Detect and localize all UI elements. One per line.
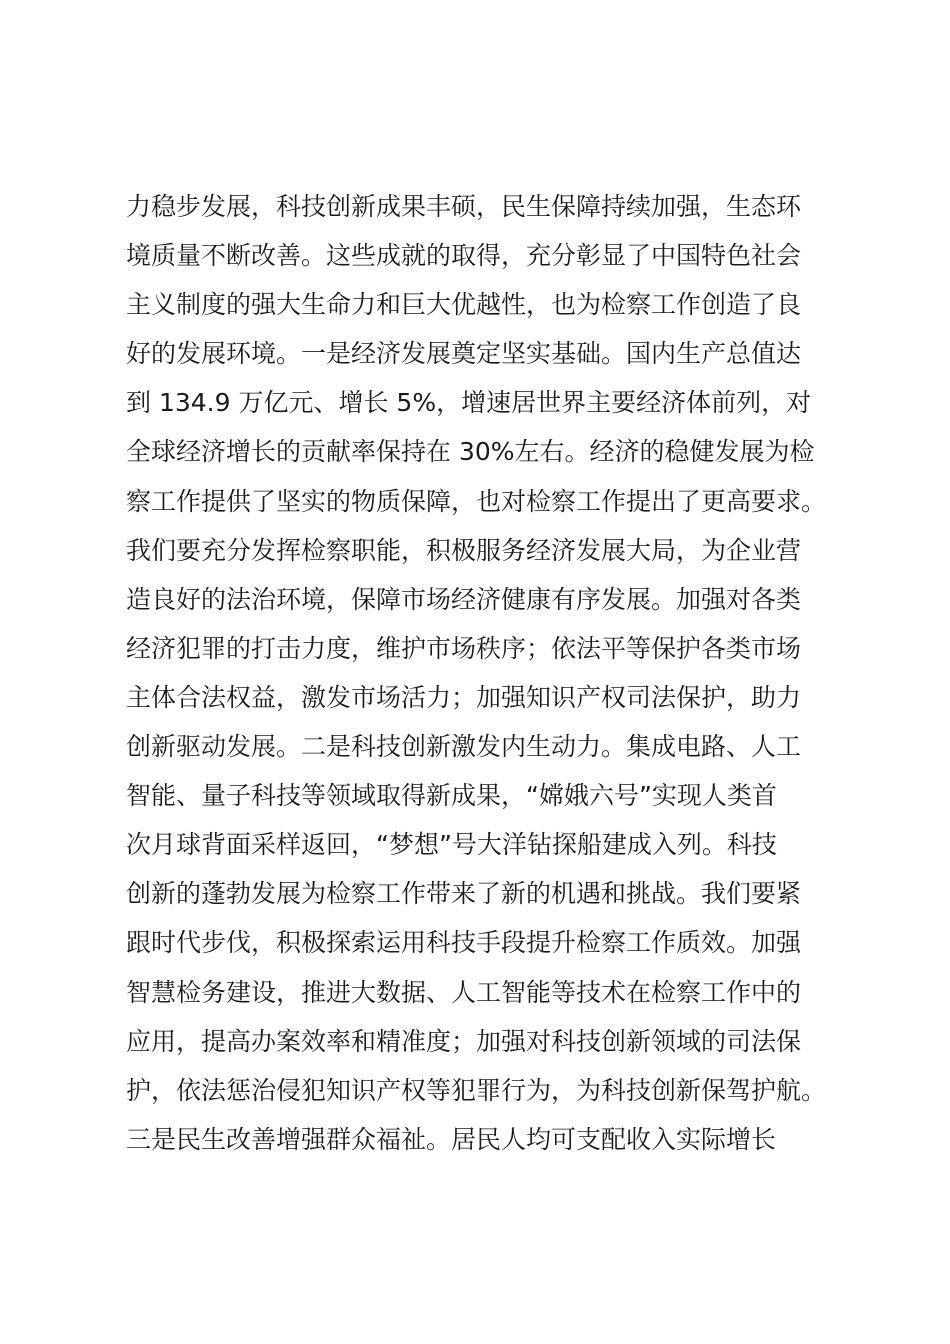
text-line: 智能、量子科技等领域取得新成果，“嫦娥六号”实现人类首 [126, 781, 777, 811]
text-line: 全球经济增长的贡献率保持在 30%左右。经济的稳健发展为检 [126, 437, 815, 467]
text-line: 创新的蓬勃发展为检察工作带来了新的机遇和挑战。我们要紧 [126, 879, 802, 909]
body-text [126, 182, 850, 1164]
text-line: 护，依法惩治侵犯知识产权等犯罪行为，为科技创新保驾护航。 [126, 1075, 827, 1105]
text-line: 好的发展环境。一是经济发展奠定坚实基础。国内生产总值达 [126, 339, 802, 369]
text-line: 跟时代步伐，积极探索运用科技手段提升检察工作质效。加强 [126, 928, 802, 958]
text-line: 境质量不断改善。这些成就的取得，充分彰显了中国特色社会 [126, 241, 802, 271]
text-line: 到 134.9 万亿元、增长 5%，增速居世界主要经济体前列，对 [126, 388, 812, 418]
text-line: 智慧检务建设，推进大数据、人工智能等技术在检察工作中的 [126, 977, 802, 1007]
text-line: 察工作提供了坚实的物质保障，也对检察工作提出了更高要求。 [126, 486, 827, 516]
text-line: 造良好的法治环境，保障市场经济健康有序发展。加强对各类 [126, 584, 802, 614]
text-line: 主体合法权益，激发市场活力；加强知识产权司法保护，助力 [126, 682, 802, 712]
text-line: 力稳步发展，科技创新成果丰硕，民生保障持续加强，生态环 [126, 192, 802, 221]
text-line: 主义制度的强大生命力和巨大优越性，也为检察工作创造了良 [126, 290, 802, 320]
text-line: 次月球背面采样返回，“梦想”号大洋钻探船建成入列。科技 [126, 830, 777, 860]
text-line: 经济犯罪的打击力度，维护市场秩序；依法平等保护各类市场 [126, 633, 802, 663]
text-line: 应用，提高办案效率和精准度；加强对科技创新领域的司法保 [126, 1026, 802, 1056]
text-line: 三是民生改善增强群众福祉。居民人均可支配收入实际增长 [126, 1124, 777, 1154]
text-line: 我们要充分发挥检察职能，积极服务经济发展大局，为企业营 [126, 535, 802, 565]
text-line: 创新驱动发展。二是科技创新激发内生动力。集成电路、人工 [126, 732, 802, 762]
